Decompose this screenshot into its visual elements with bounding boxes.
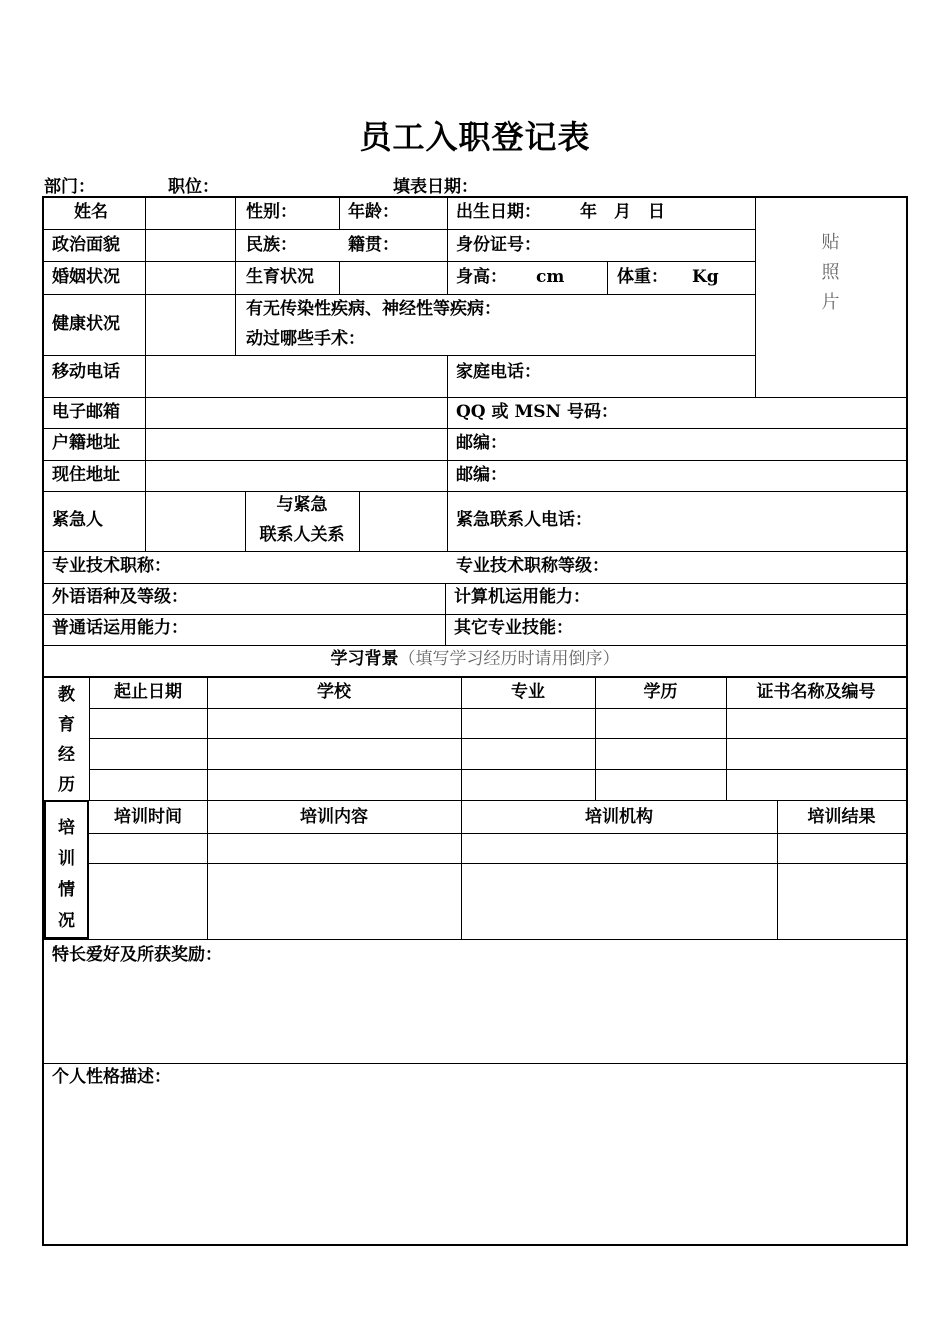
edu-col-major: 专业 — [511, 682, 545, 702]
edu-col-degree: 学历 — [643, 682, 678, 702]
education-char: 历 — [58, 775, 75, 795]
gender-label: 性别： — [246, 202, 297, 222]
dept-label: 部门： — [44, 177, 95, 197]
emergency-phone-label: 紧急联系人电话： — [456, 510, 592, 530]
training-char: 况 — [58, 911, 75, 931]
email-label: 电子邮箱 — [52, 402, 120, 422]
qq-label: QQ 或 MSN 号码： — [456, 402, 619, 422]
training-char: 情 — [58, 880, 75, 900]
year-label: 年 — [580, 202, 597, 222]
postcode-label: 邮编： — [456, 465, 507, 485]
training-char: 训 — [58, 849, 75, 869]
personality-label: 个人性格描述： — [52, 1067, 171, 1087]
date-label: 填表日期： — [393, 177, 478, 197]
fertility-label: 生育状况 — [246, 267, 314, 287]
birth-label: 出生日期： — [456, 202, 541, 222]
relation-label: 与紧急 — [276, 495, 328, 515]
age-label: 年龄： — [348, 202, 399, 222]
train-col-institution: 培训机构 — [585, 807, 653, 827]
name-label: 姓名 — [74, 202, 108, 222]
photo-char: 贴 — [821, 232, 840, 253]
kg-unit: Kg — [692, 267, 719, 287]
pro-title-label: 专业技术职称： — [52, 556, 171, 576]
photo-char: 片 — [821, 292, 840, 313]
training-char: 培 — [58, 818, 75, 838]
edu-col-date: 起止日期 — [114, 682, 182, 702]
other-skill-label: 其它专业技能： — [454, 618, 573, 638]
train-col-content: 培训内容 — [300, 807, 368, 827]
relation-label-2: 联系人关系 — [259, 525, 345, 545]
postcode-label: 邮编： — [456, 433, 507, 453]
computer-label: 计算机运用能力： — [454, 587, 590, 607]
study-heading — [44, 649, 906, 669]
emergency-label: 紧急人 — [52, 510, 103, 530]
education-char: 育 — [58, 715, 75, 735]
cm-unit: cm — [536, 267, 565, 287]
height-label: 身高： — [456, 267, 507, 287]
study-heading-note: （填写学习经历时请用倒序） — [398, 649, 620, 669]
training-label — [44, 813, 89, 937]
weight-label: 体重： — [617, 267, 668, 287]
mobile-label: 移动电话 — [52, 362, 120, 382]
photo-placeholder — [755, 228, 906, 318]
photo-char: 照 — [821, 262, 840, 283]
position-label: 职位： — [168, 177, 219, 197]
month-label: 月 — [614, 202, 631, 222]
marital-label: 婚姻状况 — [52, 267, 120, 287]
day-label: 日 — [648, 202, 665, 222]
education-char: 经 — [58, 745, 75, 765]
form-title: 员工入职登记表 — [359, 118, 591, 156]
hobby-label: 特长爱好及所获奖励： — [52, 945, 222, 965]
home-phone-label: 家庭电话： — [456, 362, 541, 382]
language-label: 外语语种及等级： — [52, 587, 188, 607]
train-col-result: 培训结果 — [807, 807, 876, 827]
education-char: 教 — [58, 685, 75, 705]
disease-label: 有无传染性疾病、神经性等疾病： — [246, 299, 501, 319]
id-label: 身份证号： — [456, 235, 541, 255]
train-col-time: 培训时间 — [114, 807, 182, 827]
surgery-label: 动过哪些手术： — [246, 329, 365, 349]
health-label: 健康状况 — [52, 314, 120, 334]
registration-table — [42, 196, 908, 1246]
native-label: 籍贯： — [348, 235, 399, 255]
pro-title-level-label: 专业技术职称等级： — [456, 556, 609, 576]
mandarin-label: 普通话运用能力： — [52, 618, 188, 638]
ethnic-label: 民族： — [246, 235, 297, 255]
current-address-label: 现住地址 — [52, 465, 120, 485]
edu-col-certificate: 证书名称及编号 — [756, 682, 876, 702]
education-label — [44, 680, 89, 800]
political-label: 政治面貌 — [52, 235, 120, 255]
edu-col-school: 学校 — [317, 682, 351, 702]
study-heading-bold: 学习背景 — [330, 649, 399, 669]
hukou-label: 户籍地址 — [52, 433, 120, 453]
